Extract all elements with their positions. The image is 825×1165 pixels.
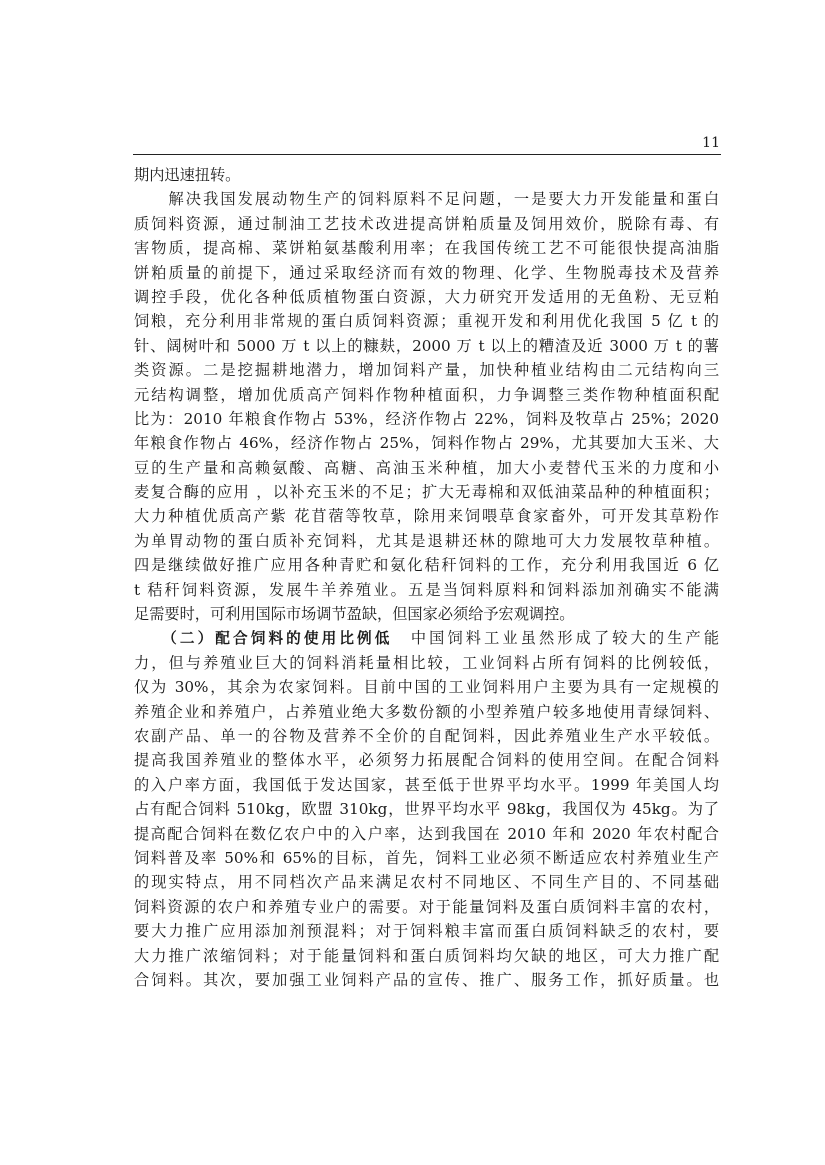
section-heading-tail: 中国饲料工业虽然形成了较大的生产能 (392, 629, 719, 648)
text-line: 提高配合饲料在数亿农户中的入户率，达到我国在 2010 年和 2020 年农村配合 (134, 824, 719, 843)
text-line: 大力种植优质高产紫 花苜蓿等牧草，除用来饲喂草食家畜外，可开发其草粉作 (134, 507, 719, 526)
text-line: 占有配合饲料 510kg，欧盟 310kg，世界平均水平 98kg，我国仅为 45kg。为了 (134, 800, 719, 819)
text-line: 的现实特点，用不同档次产品来满足农村不同地区、不同生产目的、不同基础 (134, 873, 719, 892)
text-line: 年粮食作物占 46%，经济作物占 25%，饲料作物占 29%，尤其要加大玉米、大 (134, 434, 719, 453)
paragraph-feed-shortage (134, 187, 719, 626)
text-line: 足需要时，可利用国际市场调节盈缺，但国家必须给予宏观调控。 (134, 605, 575, 624)
text-line: 合饲料。其次，要加强工业饲料产品的宣传、推广、服务工作，抓好质量。也 (134, 970, 719, 989)
text-line: 的入户率方面，我国低于发达国家，甚至低于世界平均水平。1999 年美国人均 (134, 775, 719, 794)
section-heading: （二）配合饲料的使用比例低 (134, 630, 393, 648)
text-line: 麦复合酶的应用 ，以补充玉米的不足；扩大无毒棉和双低油菜品种的种植面积； (134, 483, 719, 502)
text-line: 解决我国发展动物生产的饲料原料不足问题，一是要大力开发能量和蛋白 (134, 190, 719, 209)
text-line: 要大力推广应用添加剂预混料；对于饲料粮丰富而蛋白质饲料缺乏的农村，要 (134, 922, 719, 941)
text-line: 为单胃动物的蛋白质补充饲料，尤其是退耕还林的隙地可大力发展牧草种植。 (134, 531, 719, 550)
text-line: 饲料资源的农户和养殖专业户的需要。对于能量饲料及蛋白质饲料丰富的农村， (134, 897, 719, 916)
text-line: 仅为 30%，其余为农家饲料。目前中国的工业饲料用户主要为具有一定规模的 (134, 678, 719, 697)
text-line: 害物质，提高棉、菜饼粕氨基酸利用率；在我国传统工艺不可能很快提高油脂 (134, 239, 719, 258)
text-line: 质饲料资源，通过制油工艺技术改进提高饼粕质量及饲用效价，脱除有毒、有 (134, 214, 719, 233)
text-line: t 秸秆饲料资源，发展牛羊养殖业。五是当饲料原料和饲料添加剂确实不能满 (134, 580, 719, 599)
text-line: 元结构调整，增加优质高产饲料作物种植面积，力争调整三类作物种植面积配 (134, 385, 719, 404)
text-line: 比为：2010 年粮食作物占 53%，经济作物占 22%，饲料及牧草占 25%；2020 (134, 409, 719, 428)
section-compound-feed (134, 626, 719, 992)
text-line: 饼粕质量的前提下，通过采取经济而有效的物理、化学、生物脱毒技术及营养 (134, 263, 719, 282)
text-line: 饲料普及率 50%和 65%的目标，首先，饲料工业必须不断适应农村养殖业生产 (134, 848, 719, 867)
text-line: 饲粮，充分利用非常规的蛋白质饲料资源；重视开发和利用优化我国 5 亿 t 的 (134, 312, 719, 331)
section-heading-line (134, 626, 719, 650)
text-line: 农副产品、单一的谷物及营养不全价的自配饲料，因此养殖业生产水平较低。 (134, 726, 719, 745)
text-line: 提高我国养殖业的整体水平，必须努力拓展配合饲料的使用空间。在配合饲料 (134, 751, 719, 770)
header-rule (133, 154, 721, 155)
text-line: 四是继续做好推广应用各种青贮和氨化秸秆饲料的工作，充分利用我国近 6 亿 (134, 556, 719, 575)
page-number: 11 (702, 135, 720, 151)
text-line: 针、阔树叶和 5000 万 t 以上的糠麸，2000 万 t 以上的糟渣及近 3000 万 t 的薯 (134, 336, 719, 355)
text-line: 调控手段，优化各种低质植物蛋白资源，大力研究开发适用的无鱼粉、无豆粕 (134, 287, 719, 306)
text-line: 养殖企业和养殖户，占养殖业绝大多数份额的小型养殖户较多地使用青绿饲料、 (134, 702, 719, 721)
text-line: 期内迅速扭转。 (134, 166, 241, 184)
text-line: 大力推广浓缩饲料；对于能量饲料和蛋白质饲料均欠缺的地区，可大力推广配 (134, 946, 719, 965)
text-line: 类资源。二是挖掘耕地潜力，增加饲料产量，加快种植业结构由二元结构向三 (134, 361, 719, 380)
text-line: 力，但与养殖业巨大的饲料消耗量相比较，工业饲料占所有饲料的比例较低， (134, 653, 719, 672)
body-text (134, 163, 719, 992)
text-line: 豆的生产量和高赖氨酸、高糖、高油玉米种植，加大小麦替代玉米的力度和小 (134, 458, 719, 477)
